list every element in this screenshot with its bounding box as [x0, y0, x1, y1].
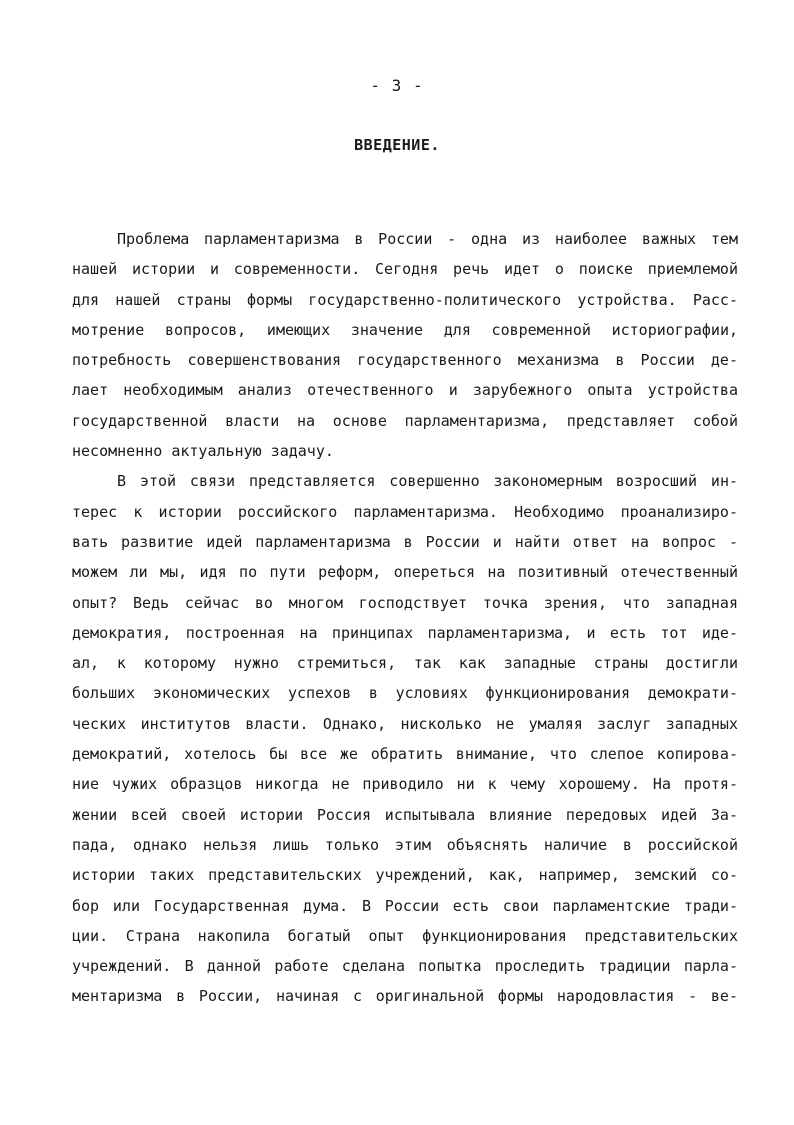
text-line: лает необходимым анализ отечественного и зарубежного опыта устройства: [72, 381, 738, 400]
text-line: вать развитие идей парламентаризма в России и найти ответ на вопрос -: [72, 532, 738, 551]
text-line: истории таких представительских учреждений, как, например, земский со-: [72, 866, 738, 885]
text-line: ментаризма в России, начиная с оригинальной формы народовластия - ве-: [72, 987, 738, 1006]
text-line: для нашей страны формы государственно-политического устройства. Расс-: [72, 290, 738, 309]
text-line: пада, однако нельзя лишь только этим объяснять наличие в российской: [72, 835, 738, 854]
text-line: государственной власти на основе парламентаризма, представляет собой: [72, 411, 738, 430]
text-line: потребность совершенствования государственного механизма в России де-: [72, 351, 738, 370]
text-line: больших экономических успехов в условиях функционирования демократи-: [72, 684, 738, 703]
text-line: мотрение вопросов, имеющих значение для современной историографии,: [72, 320, 738, 339]
text-line: В этой связи представляется совершенно закономерным возросший ин-: [117, 472, 738, 491]
text-line: терес к истории российского парламентаризма. Необходимо проанализиро-: [72, 502, 738, 521]
text-line: нашей истории и современности. Сегодня речь идет о поиске приемлемой: [72, 260, 738, 279]
text-line: учреждений. В данной работе сделана попытка проследить традиции парла-: [72, 957, 738, 976]
text-line: можем ли мы, идя по пути реформ, опереться на позитивный отечественный: [72, 563, 738, 582]
text-line: бор или Государственная дума. В России есть свои парламентские тради-: [72, 896, 738, 915]
page-number: - 3 -: [370, 76, 424, 95]
text-line: опыт? Ведь сейчас во многом господствует точка зрения, что западная: [72, 593, 738, 612]
text-line: несомненно актуальную задачу.: [72, 442, 334, 461]
text-line: ции. Страна накопила богатый опыт функционирования представительских: [72, 926, 738, 945]
text-line: ческих институтов власти. Однако, нисколько не умаляя заслуг западных: [72, 714, 738, 733]
document-body: [72, 224, 738, 1012]
text-line: ние чужих образцов никогда не приводило ни к чему хорошему. На протя-: [72, 775, 738, 794]
text-line: ал, к которому нужно стремиться, так как западные страны достигли: [72, 654, 738, 673]
text-line: Проблема парламентаризма в России - одна из наиболее важных тем: [117, 230, 738, 248]
text-line: жении всей своей истории Россия испытывала влияние передовых идей За-: [72, 805, 738, 824]
text-line: демократия, построенная на принципах парламентаризма, и есть тот иде-: [72, 623, 738, 642]
section-heading: ВВЕДЕНИЕ.: [354, 136, 440, 154]
paragraph-1: [72, 224, 738, 466]
text-line: демократий, хотелось бы все же обратить внимание, что слепое копирова-: [72, 745, 738, 764]
paragraph-2: [72, 466, 738, 1011]
